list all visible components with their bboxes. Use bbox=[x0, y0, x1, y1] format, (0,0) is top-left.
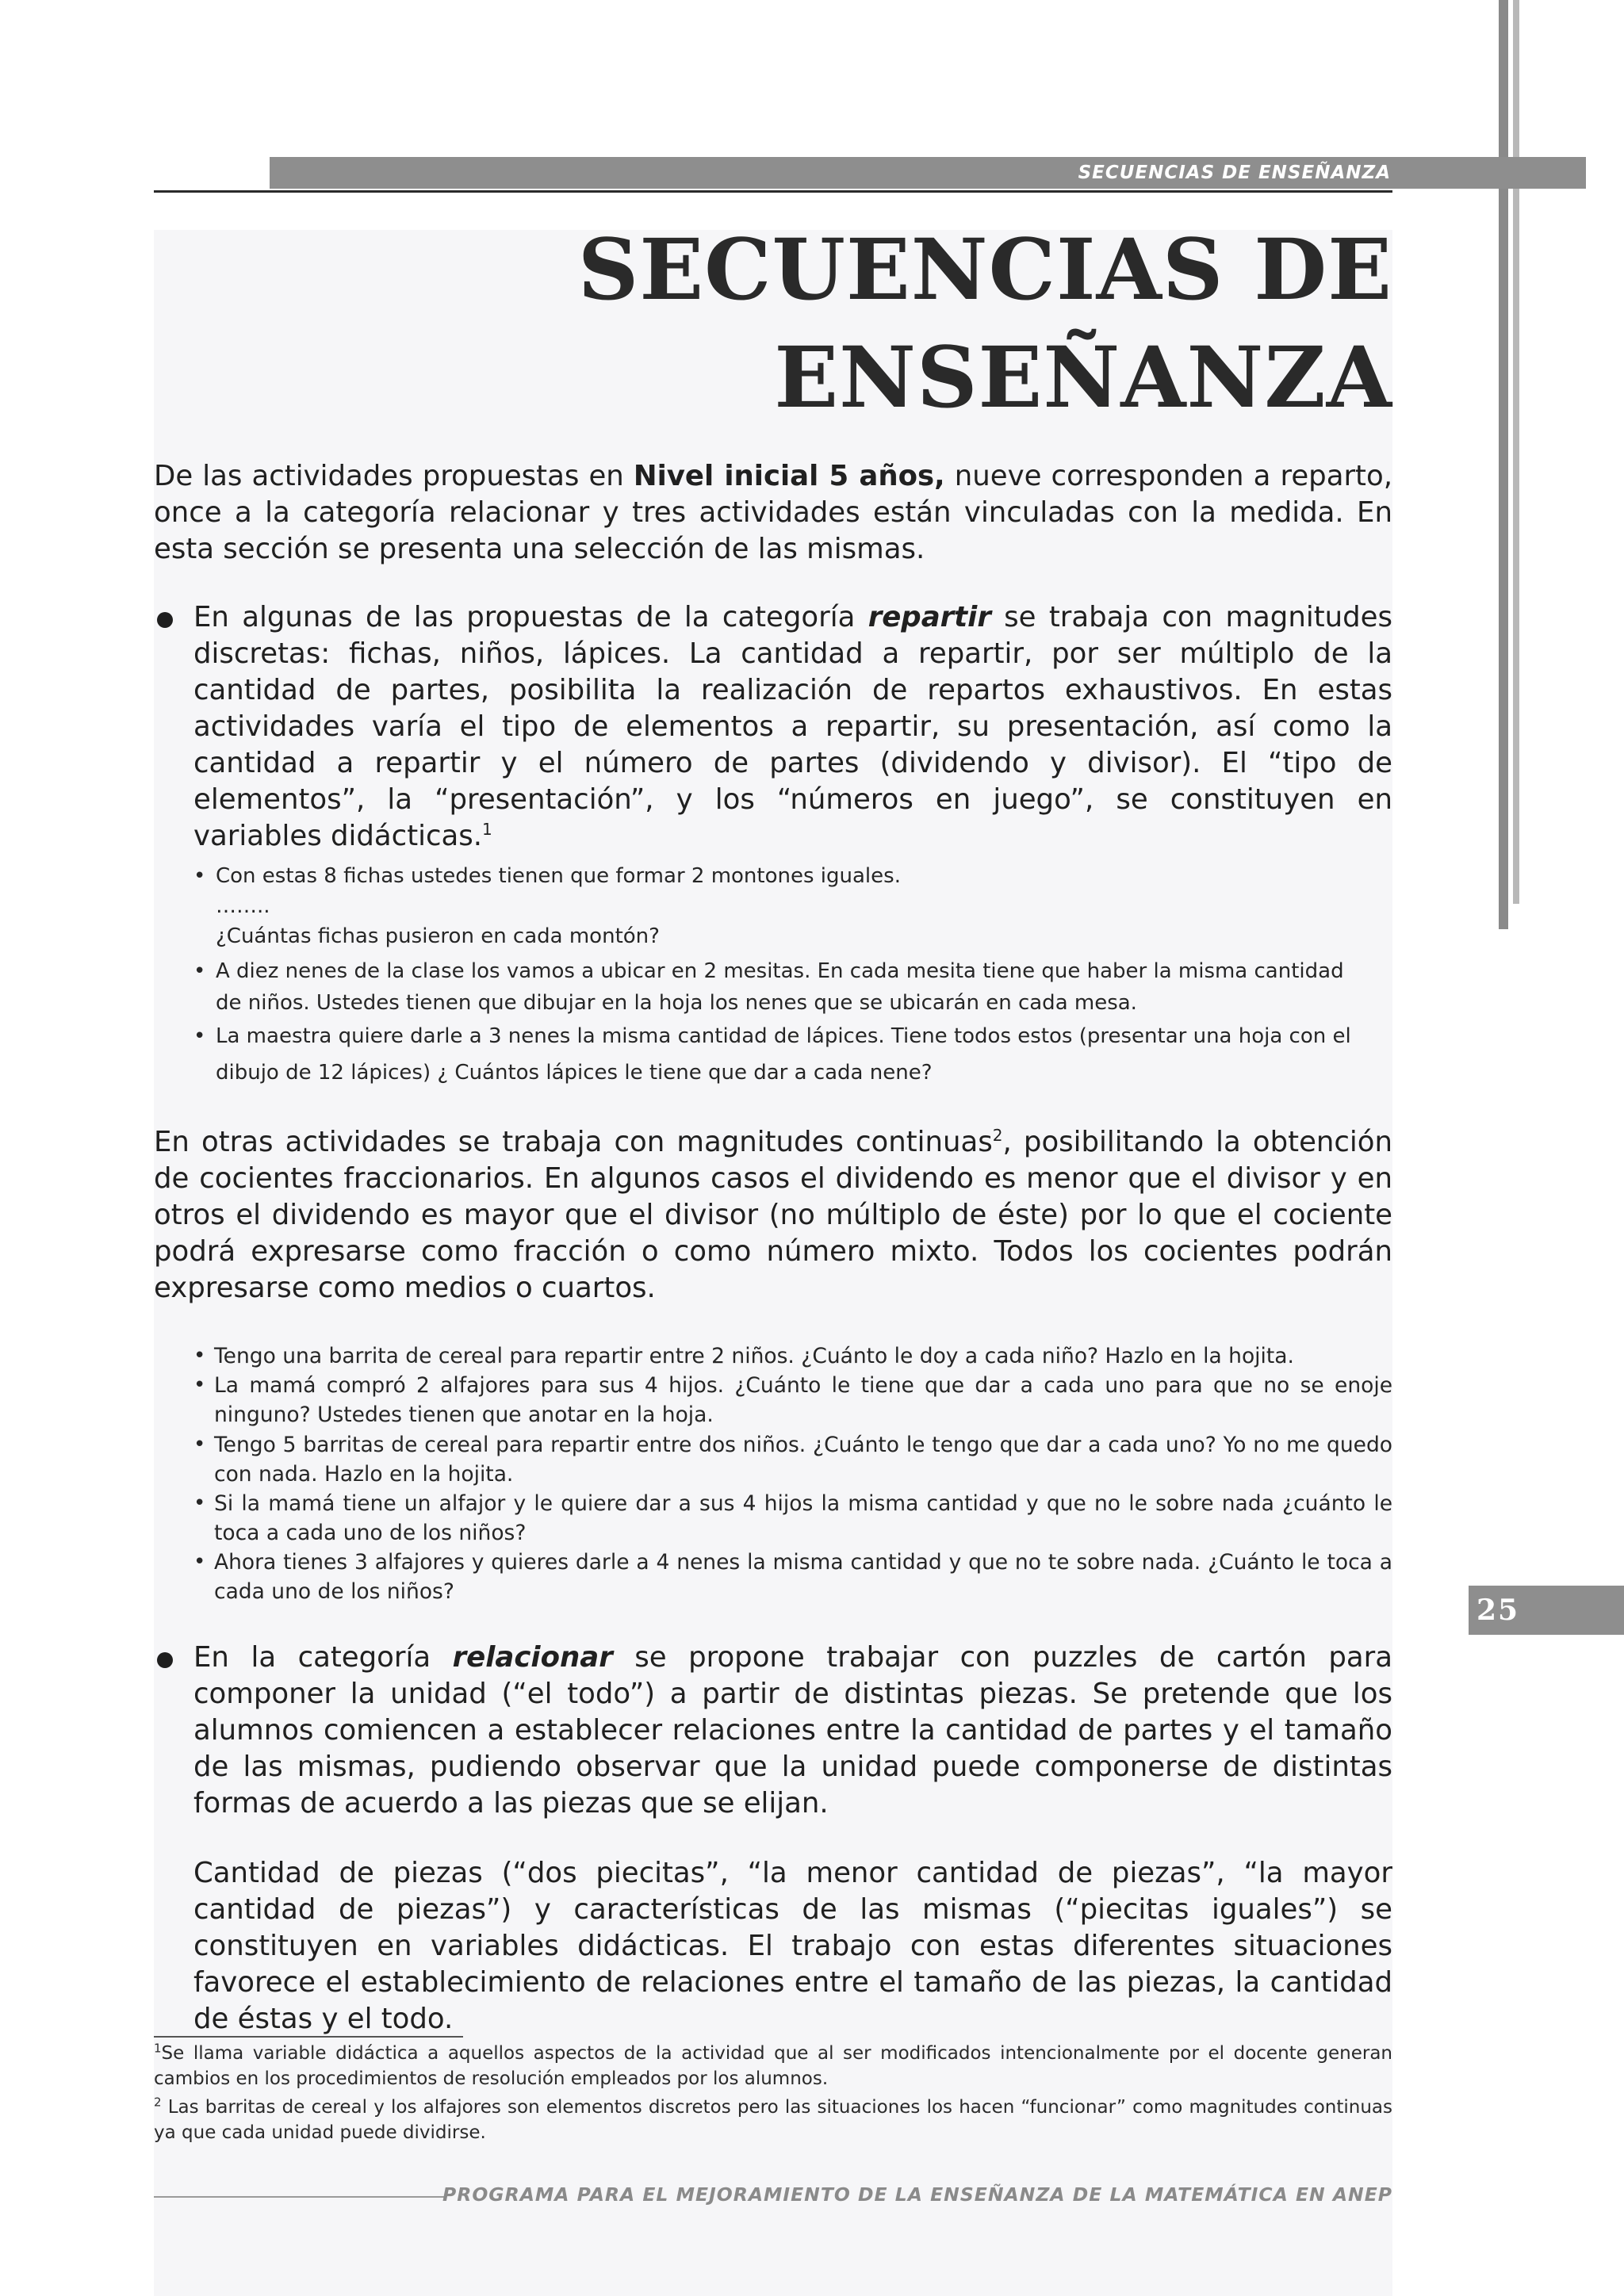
list-bullet: • bbox=[193, 1344, 206, 1368]
relacionar-paragraph: En la categoría relacionar se propone trabajar con puzzles de cartón para componer la unidad (“el todo”) a partir de distintas piezas. Se pretende que los alumnos comiencen a establecer relaciones entre la cantidad de partes y el tamaño de las mismas, pudiendo observar que la unidad puede componerse de distintas formas de acuerdo a las piezas que se elijan. bbox=[193, 1641, 1392, 1820]
example-line: La maestra quiere darle a 3 nenes la misma cantidad de lápices. Tiene todos estos (presentar una hoja con el bbox=[216, 1024, 1351, 1048]
footnote-ref-2: 2 bbox=[992, 1126, 1003, 1146]
repartir-paragraph: En algunas de las propuestas de la categoría repartir se trabaja con magnitudes discretas: fichas, niños, lápices. La cantidad a repartir, por ser múltiplo de la cantidad de partes, posibilita la realización de repartos exhaustivos. En estas actividades varía el tipo de elementos a repartir, su presentación, así como la cantidad a repartir y el número de partes (dividendo y divisor). El “tipo de elementos”, la “presentación”, y los “números en juego”, se constituyen en variables didácticas.$^1$ bbox=[193, 601, 1392, 852]
footnote-ref-1: 1 bbox=[482, 820, 492, 840]
list-item: Ahora tienes 3 alfajores y quieres darle a 4 nenes la misma cantidad y que no te sobre nada. ¿Cuánto le toca a cada uno de los niños? bbox=[214, 1550, 1392, 1604]
list-item: Si la mamá tiene un alfajor y le quiere dar a sus 4 hijos la misma cantidad y que no le sobre nada ¿cuánto le toca a cada uno de los niños? bbox=[214, 1491, 1392, 1545]
relacionar-second-paragraph: Cantidad de piezas (“dos piecitas”, “la menor cantidad de piezas”, “la mayor cantidad de piezas”) y características de las mismas (“piecitas iguales”) se constituyen en variables didácticas. El trabajo con estas diferentes situaciones favorece el establecimiento de relaciones entre el tamaño de las piezas, la cantidad de éstas y el todo. bbox=[193, 1857, 1392, 2035]
header-rule bbox=[154, 190, 1392, 193]
example-line: ¿Cuántas fichas pusieron en cada montón? bbox=[216, 924, 660, 948]
decorative-vertical-bar bbox=[1499, 0, 1508, 929]
footnote-rule bbox=[154, 2036, 463, 2038]
footer-program-title: PROGRAMA PARA EL MEJORAMIENTO DE LA ENSEÑANZA DE LA MATEMÁTICA EN ANEP bbox=[442, 2183, 1392, 2206]
page-title bbox=[441, 216, 1392, 431]
page-title-line-2: ENSEÑANZA bbox=[774, 327, 1392, 427]
list-bullet: • bbox=[193, 864, 206, 888]
relacionar-keyword: relacionar bbox=[452, 1641, 613, 1674]
example-line: Con estas 8 fichas ustedes tienen que formar 2 montones iguales. bbox=[216, 864, 901, 888]
footnote-2: $^2$ Las barritas de cereal y los alfajores son elementos discretos pero las situaciones los hacen “funcionar” como magnitudes continuas ya que cada unidad puede dividirse. bbox=[154, 2095, 1392, 2143]
intro-paragraph: De las actividades propuestas en Nivel inicial 5 años, nueve corresponden a reparto, once a la categoría relacionar y tres actividades están vinculadas con la medida. En esta sección se presenta una selección de las mismas. bbox=[154, 460, 1392, 565]
bullet-dot bbox=[157, 1652, 173, 1668]
example-ellipsis: …….. bbox=[216, 894, 270, 918]
list-bullet: • bbox=[193, 1433, 206, 1456]
example-line: A diez nenes de la clase los vamos a ubicar en 2 mesitas. En cada mesita tiene que haber la misma cantidad bbox=[216, 959, 1344, 983]
footnote-1: $^1$Se llama variable didáctica a aquellos aspectos de la actividad que al ser modificados intencionalmente por el docente generan cambios en los procedimientos de resolución empleados por los alumnos. bbox=[154, 2041, 1392, 2089]
list-item: Tengo una barrita de cereal para repartir entre 2 niños. ¿Cuánto le doy a cada niño? Hazlo en la hojita. bbox=[214, 1344, 1294, 1368]
list-bullet: • bbox=[193, 1373, 206, 1397]
page-title-line-1: SECUENCIAS DE bbox=[577, 220, 1392, 319]
continuous-paragraph: En otras actividades se trabaja con magnitudes continuas$^2$, posibilitando la obtención de cocientes fraccionarios. En algunos casos el dividendo es menor que el divisor y en otros el dividendo es mayor que el divisor (no múltiplo de éste) por lo que el cociente podrá expresarse como fracción o como número mixto. Todos los cocientes podrán expresarse como medios o cuartos. bbox=[154, 1126, 1393, 1304]
page-number: 25 bbox=[1477, 1594, 1520, 1627]
bullet-dot bbox=[157, 612, 173, 628]
list-bullet: • bbox=[193, 1550, 206, 1574]
intro-bold-level: Nivel inicial 5 años, bbox=[633, 460, 945, 492]
running-header: SECUENCIAS DE ENSEÑANZA bbox=[1078, 163, 1391, 183]
list-bullet: • bbox=[193, 959, 206, 983]
example-line: de niños. Ustedes tienen que dibujar en la hoja los nenes que se ubicarán en cada mesa. bbox=[216, 991, 1137, 1015]
list-item: Tengo 5 barritas de cereal para repartir entre dos niños. ¿Cuánto le tengo que dar a cada uno? Yo no me quedo con nada. Hazlo en la hojita. bbox=[214, 1433, 1392, 1487]
repartir-keyword: repartir bbox=[868, 601, 991, 633]
decorative-vertical-bar-light bbox=[1513, 0, 1519, 904]
footer-rule bbox=[154, 2196, 446, 2198]
list-bullet: • bbox=[193, 1024, 206, 1048]
list-bullet: • bbox=[193, 1491, 206, 1515]
example-line: dibujo de 12 lápices) ¿ Cuántos lápices le tiene que dar a cada nene? bbox=[216, 1061, 933, 1085]
list-item: La mamá compró 2 alfajores para sus 4 hijos. ¿Cuánto le tiene que dar a cada uno para que no se enoje ninguno? Ustedes tienen que anotar en la hoja. bbox=[214, 1373, 1392, 1427]
